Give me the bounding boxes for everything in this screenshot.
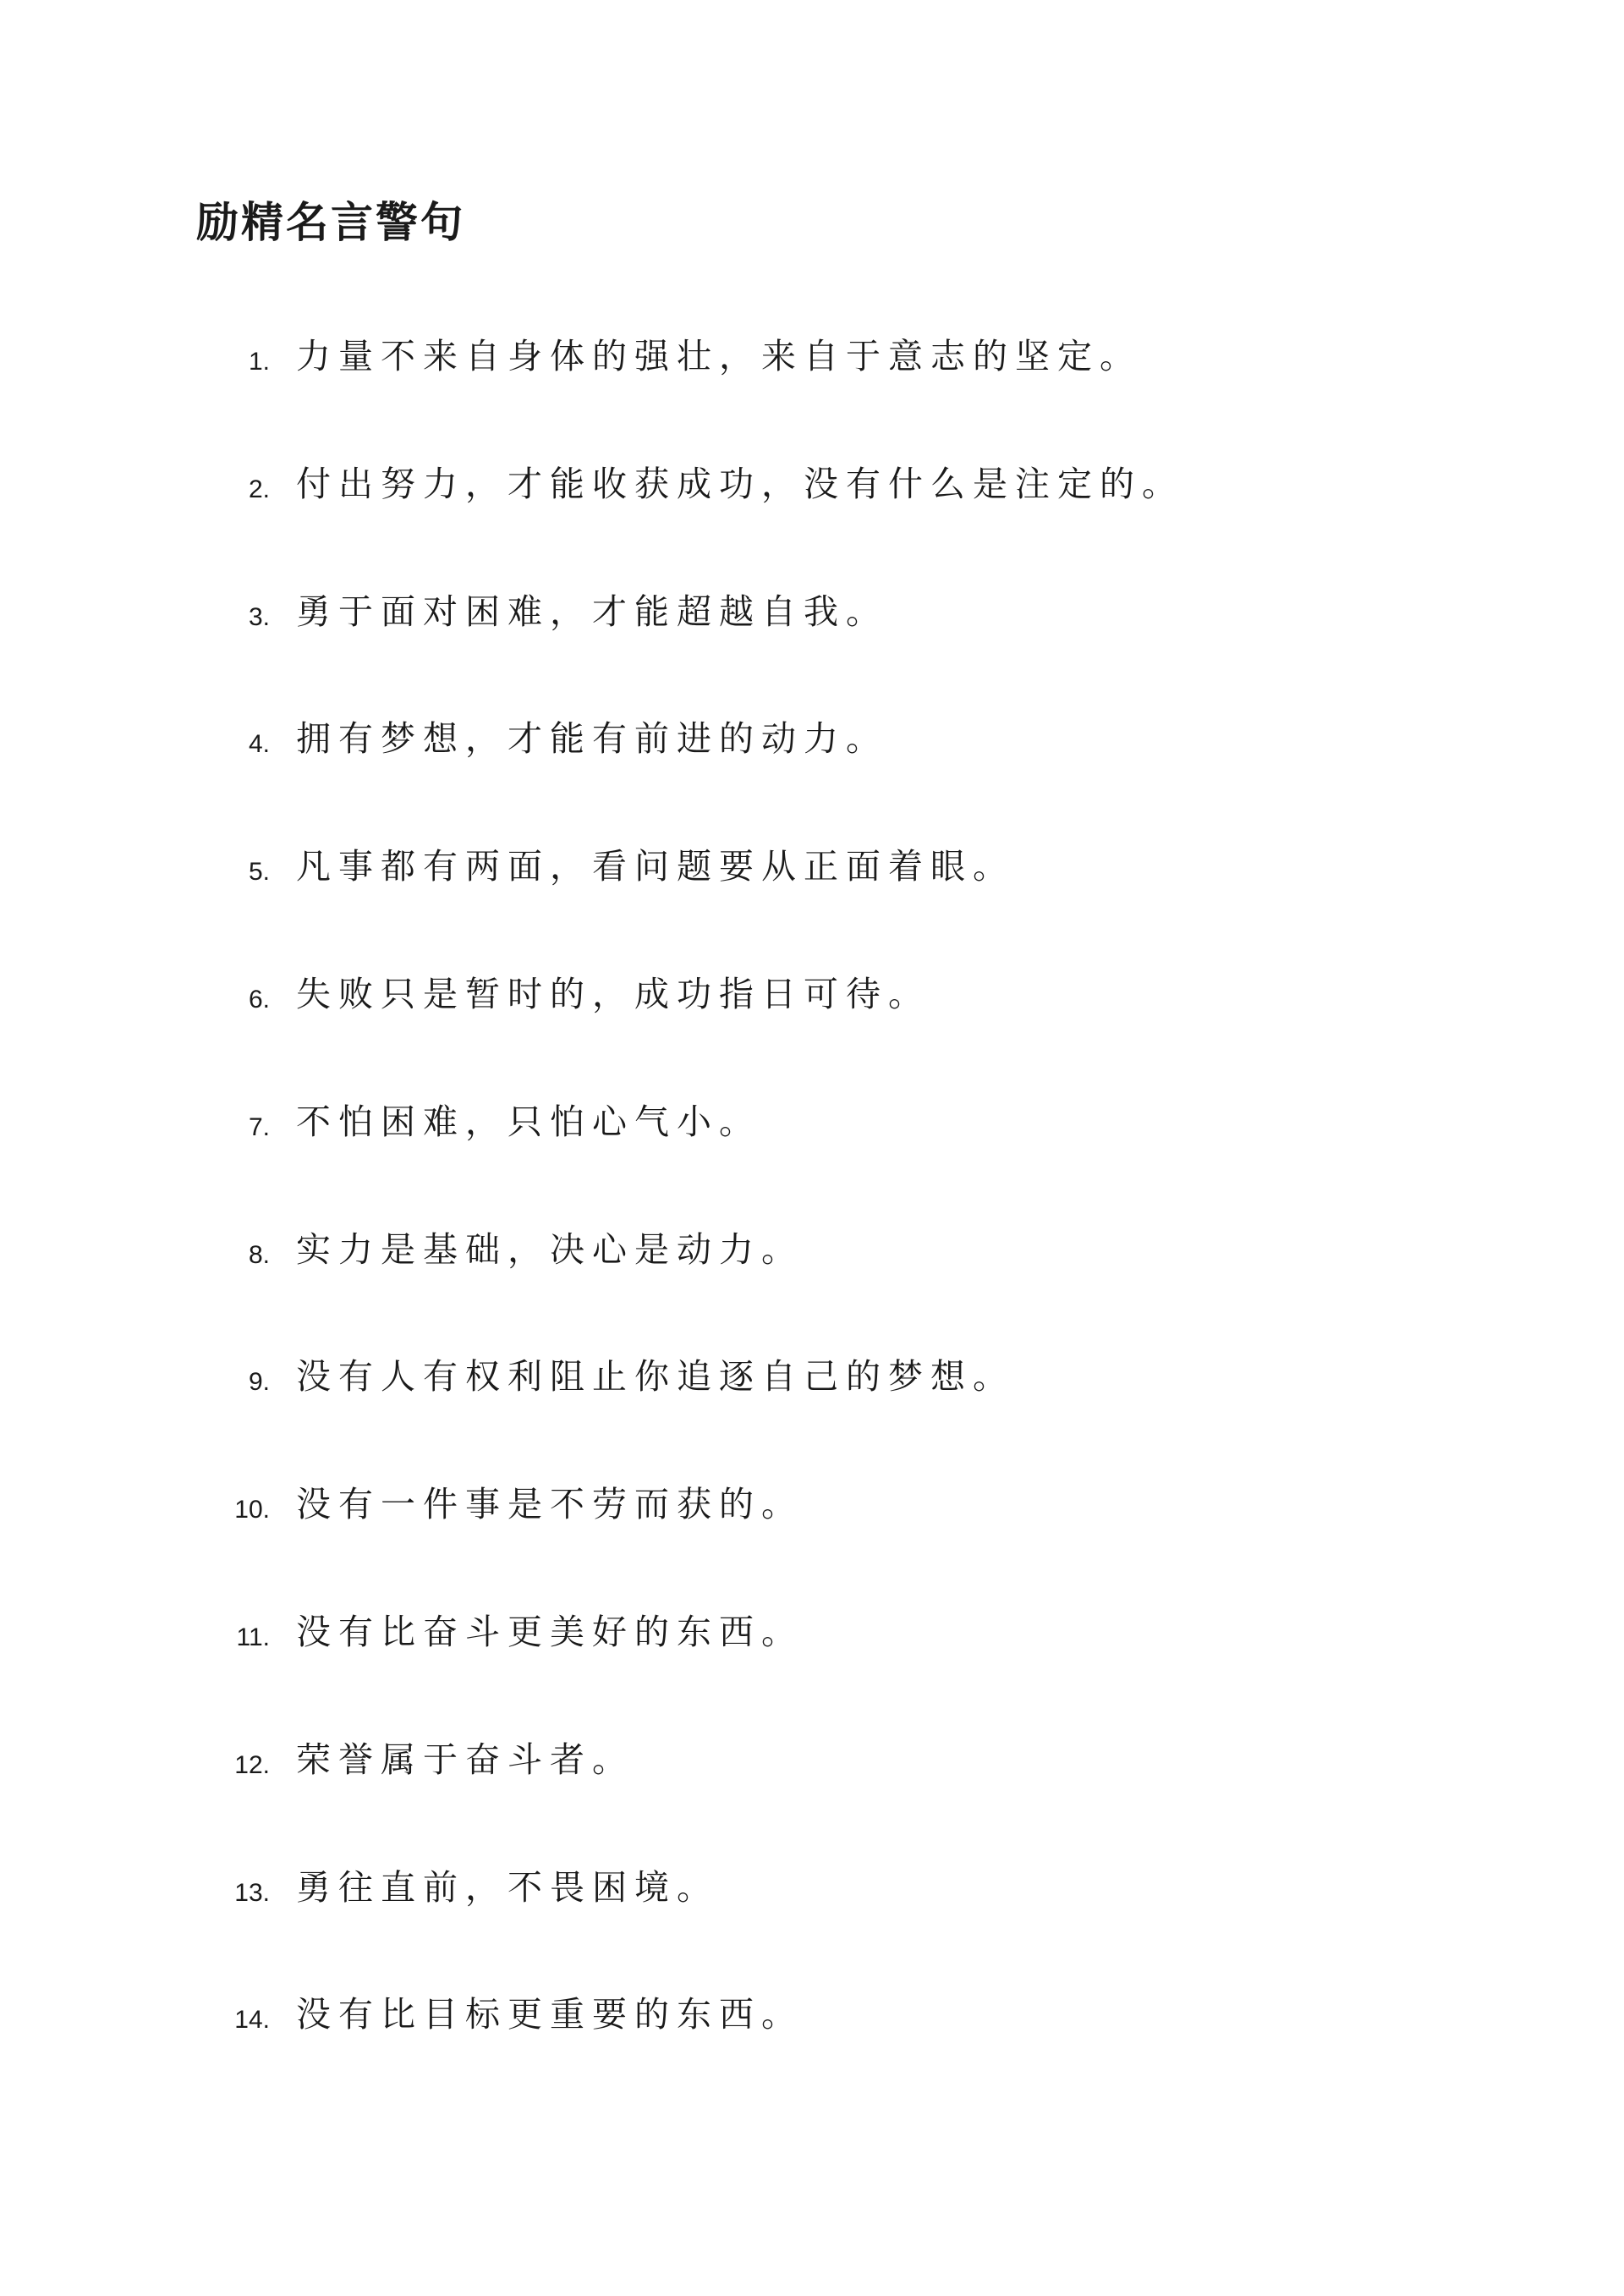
quote-number: 13. — [234, 1878, 270, 1907]
quote-item — [0, 1220, 1624, 1348]
quote-text: 不怕困难，只怕心气小。 — [296, 1101, 761, 1142]
quote-text: 凡事都有两面，看问题要从正面着眼。 — [296, 846, 1015, 887]
quote-number: 5. — [248, 858, 270, 887]
quote-number: 11. — [236, 1623, 270, 1651]
quote-item — [0, 1985, 1624, 2112]
quote-item — [0, 1858, 1624, 1986]
quote-item — [0, 964, 1624, 1092]
quote-item — [0, 454, 1624, 582]
quote-text: 失败只是暂时的，成功指日可待。 — [296, 973, 930, 1014]
quote-item — [0, 1475, 1624, 1602]
quote-text: 力量不来自身体的强壮，来自于意志的坚定。 — [296, 336, 1142, 376]
quote-number: 8. — [248, 1240, 270, 1269]
quote-text: 荣誉属于奋斗者。 — [296, 1738, 634, 1780]
quote-number: 14. — [234, 2006, 270, 2035]
quote-text: 勇于面对困难，才能超越自我。 — [296, 590, 888, 632]
quote-text: 勇往直前，不畏困境。 — [296, 1866, 719, 1908]
quote-number: 7. — [248, 1112, 270, 1141]
quote-item — [0, 1730, 1624, 1858]
quote-item — [0, 1602, 1624, 1730]
quote-number: 2. — [248, 475, 270, 503]
quote-text: 付出努力，才能收获成功，没有什么是注定的。 — [296, 463, 1184, 504]
quote-number: 3. — [248, 602, 270, 631]
document-title: 励精名言警句 — [196, 197, 465, 247]
quote-number: 1. — [248, 348, 270, 376]
quote-item — [0, 709, 1624, 837]
quote-text: 没有比目标更重要的东西。 — [296, 1994, 804, 2035]
quote-text: 实力是基础，决心是动力。 — [296, 1228, 804, 1270]
quote-number: 10. — [234, 1496, 270, 1524]
quote-item — [0, 582, 1624, 710]
quote-number: 6. — [248, 985, 270, 1013]
quote-item — [0, 837, 1624, 964]
quote-number: 9. — [248, 1368, 270, 1397]
quote-text: 没有比奋斗更美好的东西。 — [296, 1611, 804, 1652]
quote-number: 12. — [234, 1750, 270, 1779]
quote-item — [0, 327, 1624, 454]
quote-list — [0, 327, 1624, 2112]
quote-item — [0, 1092, 1624, 1220]
quote-item — [0, 1347, 1624, 1475]
quote-text: 拥有梦想，才能有前进的动力。 — [296, 718, 888, 760]
quote-number: 4. — [248, 730, 270, 759]
quote-text: 没有人有权利阻止你追逐自己的梦想。 — [296, 1356, 1015, 1398]
quote-text: 没有一件事是不劳而获的。 — [296, 1484, 804, 1525]
